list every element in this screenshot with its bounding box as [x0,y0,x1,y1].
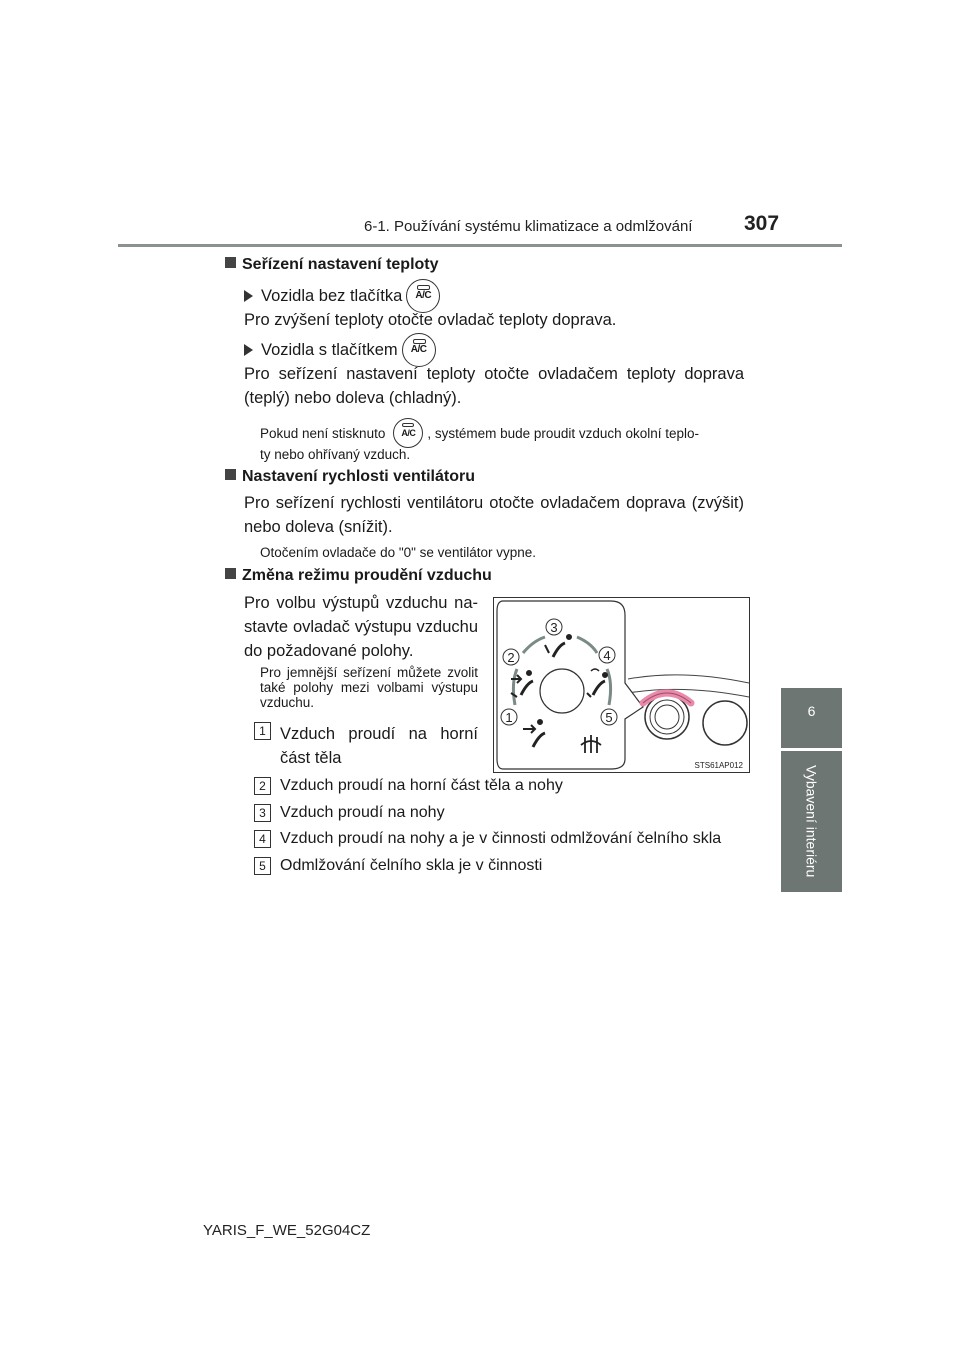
air-outlet-dial-figure [493,597,750,773]
list-item [254,857,271,875]
temp-heading: Seřízení nastavení teploty [225,256,439,274]
square-bullet-icon [225,568,236,579]
fan-body: Pro seřízení rychlosti ventilátoru otočte ovladačem doprava (zvýšit) nebo doleva (snížit). [244,494,744,536]
fan-heading: Nastavení rychlosti ventilátoru [225,468,475,486]
figure-label: 1 [505,710,513,725]
square-bullet-icon [225,469,236,480]
list-item [254,777,271,795]
mode-body: Pro volbu výstupů vzduchu na-stavte ovladač výstupu vzduchu do požadované polohy. [244,594,478,660]
mode-note: Pro jemnější seřízení můžete zvolit také polohy mezi volbami výstupu vzduchu. [260,665,478,710]
item-number-badge: 1 [254,722,271,740]
chapter-number: 6 [807,703,816,719]
figure-code: STS61AP012 [694,761,743,770]
list-item [254,830,271,848]
mode-knob-icon [540,669,584,713]
list-item-text: Odmlžování čelního skla je v činnosti [280,857,543,874]
chapter-label: Vybavení interiéru [803,765,820,878]
page-number: 307 [744,212,780,235]
dial-inner [655,705,679,729]
list-item [254,804,271,822]
list-item-text: Vzduch proudí na horní část těla [280,725,478,767]
temp-note-line1: Pokud není stisknuto A/C , systémem bude proudit vzduch okolní teplo- [260,418,699,448]
chapter-label-wrap [781,751,842,892]
item-number-badge: 5 [254,857,271,875]
item-number-badge: 3 [254,804,271,822]
adjacent-knob-icon [703,701,747,745]
temp-body1: Pro zvýšení teploty otočte ovladač teploty doprava. [244,311,617,329]
list-item-text: Vzduch proudí na nohy [280,804,445,821]
list-item [254,722,271,740]
triangle-bullet-icon [244,290,253,302]
figure-label: 4 [603,648,611,663]
temp-sub1: Vozidla bez tlačítka A/C [244,279,440,313]
figure-label: 2 [507,650,515,665]
ac-button-icon: A/C [406,279,440,313]
item-number-badge: 2 [254,777,271,795]
fan-note: Otočením ovladače do "0" se ventilátor vypne. [260,545,536,560]
temp-body2: Pro seřízení nastavení teploty otočte ovladačem teploty doprava (teplý) nebo doleva (chladný). [244,365,744,407]
ac-button-icon: A/C [402,333,436,367]
temp-sub2: Vozidla s tlačítkem A/C [244,333,436,367]
figure-label: 5 [605,710,613,725]
ac-button-icon: A/C [393,418,423,448]
temp-note-line2: ty nebo ohřívaný vzduch. [260,447,411,462]
item-number-badge: 4 [254,830,271,848]
header-rule [118,244,842,247]
figure-label: 3 [550,620,558,635]
section-title: 6-1. Používání systému klimatizace a odmlžování [364,218,693,235]
document-code: YARIS_F_WE_52G04CZ [203,1222,371,1239]
list-item-text: Vzduch proudí na nohy a je v činnosti odmlžování čelního skla [280,830,722,847]
triangle-bullet-icon [244,344,253,356]
square-bullet-icon [225,257,236,268]
mode-heading: Změna režimu proudění vzduchu [225,567,492,585]
list-item-text: Vzduch proudí na horní část těla a nohy [280,777,563,794]
